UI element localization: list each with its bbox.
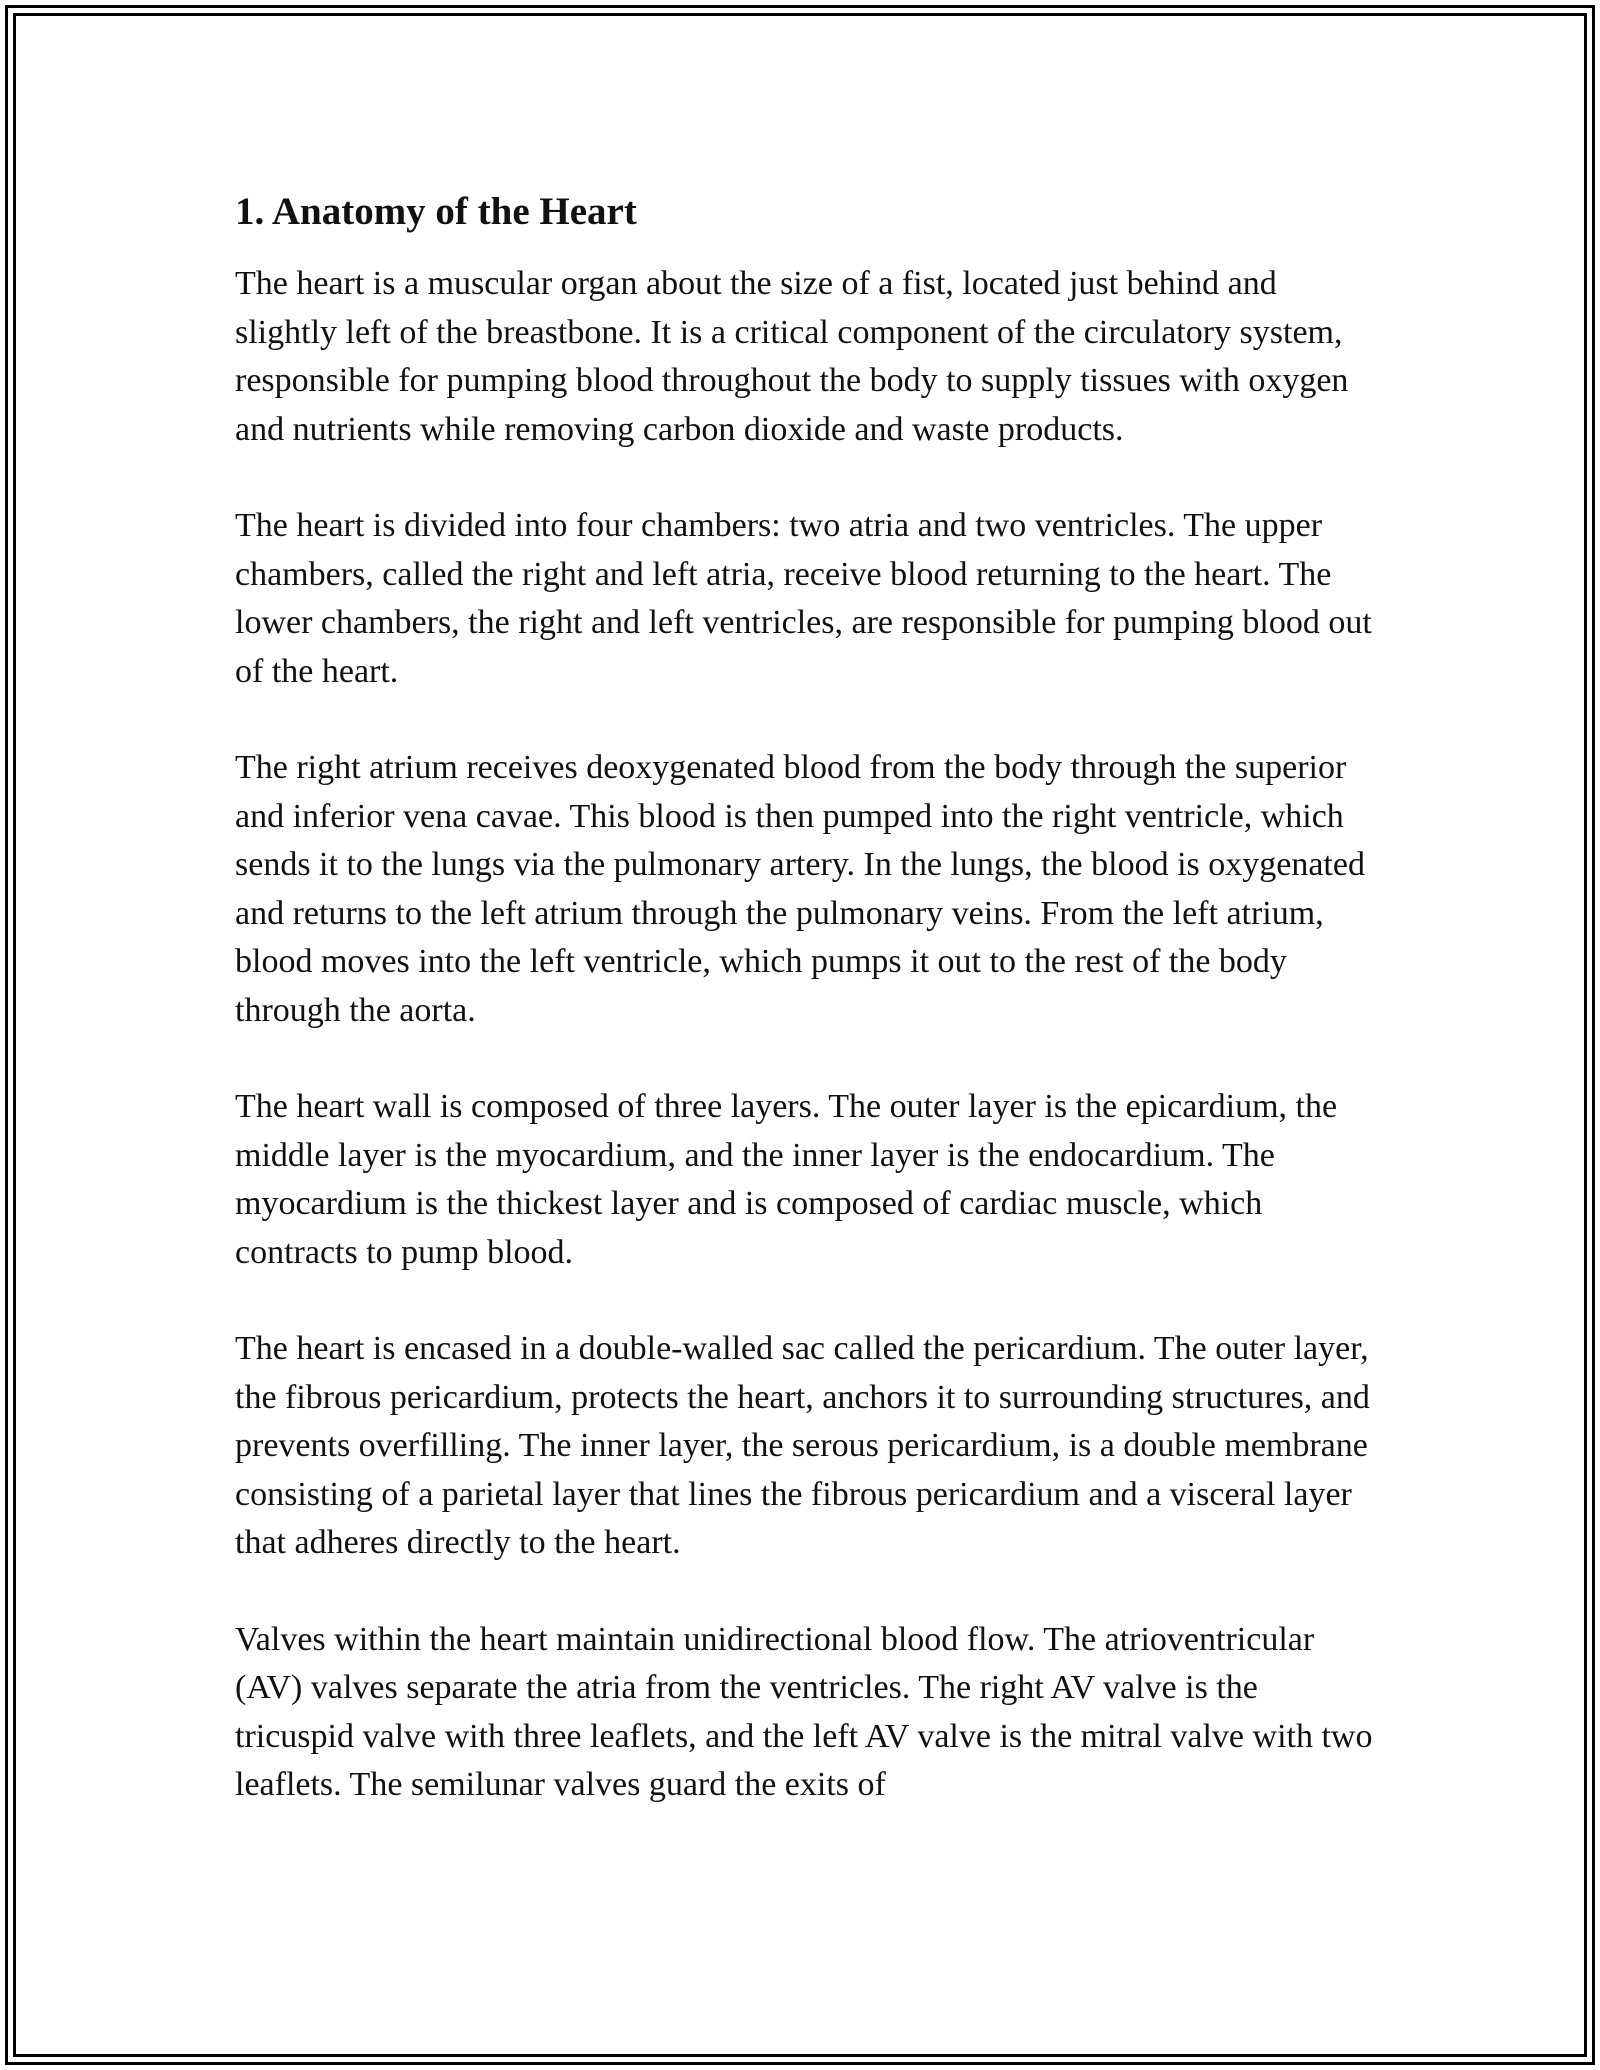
paragraph-pericardium: The heart is encased in a double-walled sac called the pericardium. The outer layer, the fibrous pericardium, protects the heart, anchors it to surrounding structures, and prevents overfilling. The inner layer, the serous pericardium, is a double membrane consisting of a parietal layer that lines the fibrous pericardium and a visceral layer that adheres directly to the heart. [235,1330,1370,1561]
document-body [235,186,1375,1858]
paragraph-chambers: The heart is divided into four chambers: two atria and two ventricles. The upper chambers, called the right and left atria, receive blood returning to the heart. The lower chambers, the right and left ventricles, are responsible for pumping blood out of the heart. [235,507,1372,690]
paragraph-blood-flow: The right atrium receives deoxygenated blood from the body through the superior and inferior vena cavae. This blood is then pumped into the right ventricle, which sends it to the lungs via the pulmonary artery. In the lungs, the blood is oxygenated and returns to the left atrium through the pulmonary veins. From the left atrium, blood moves into the left ventricle, which pumps it out to the rest of the body through the aorta. [235,749,1365,1029]
paragraph-intro: The heart is a muscular organ about the size of a fist, located just behind and slightly left of the breastbone. It is a critical component of the circulatory system, responsible for pumping blood throughout the body to supply tissues with oxygen and nutrients while removing carbon dioxide and waste products. [235,265,1349,448]
paragraph-valves: Valves within the heart maintain unidirectional blood flow. The atrioventricular (AV) valves separate the atria from the ventricles. The right AV valve is the tricuspid valve with three leaflets, and the left AV valve is the mitral valve with two leaflets. The semilunar valves guard the exits of [235,1620,1373,1803]
section-heading: 1. Anatomy of the Heart [235,190,637,233]
paragraph-heart-wall: The heart wall is composed of three layers. The outer layer is the epicardium, the middle layer is the myocardium, and the inner layer is the endocardium. The myocardium is the thickest layer and is composed of cardiac muscle, which contracts to pump blood. [235,1088,1338,1271]
